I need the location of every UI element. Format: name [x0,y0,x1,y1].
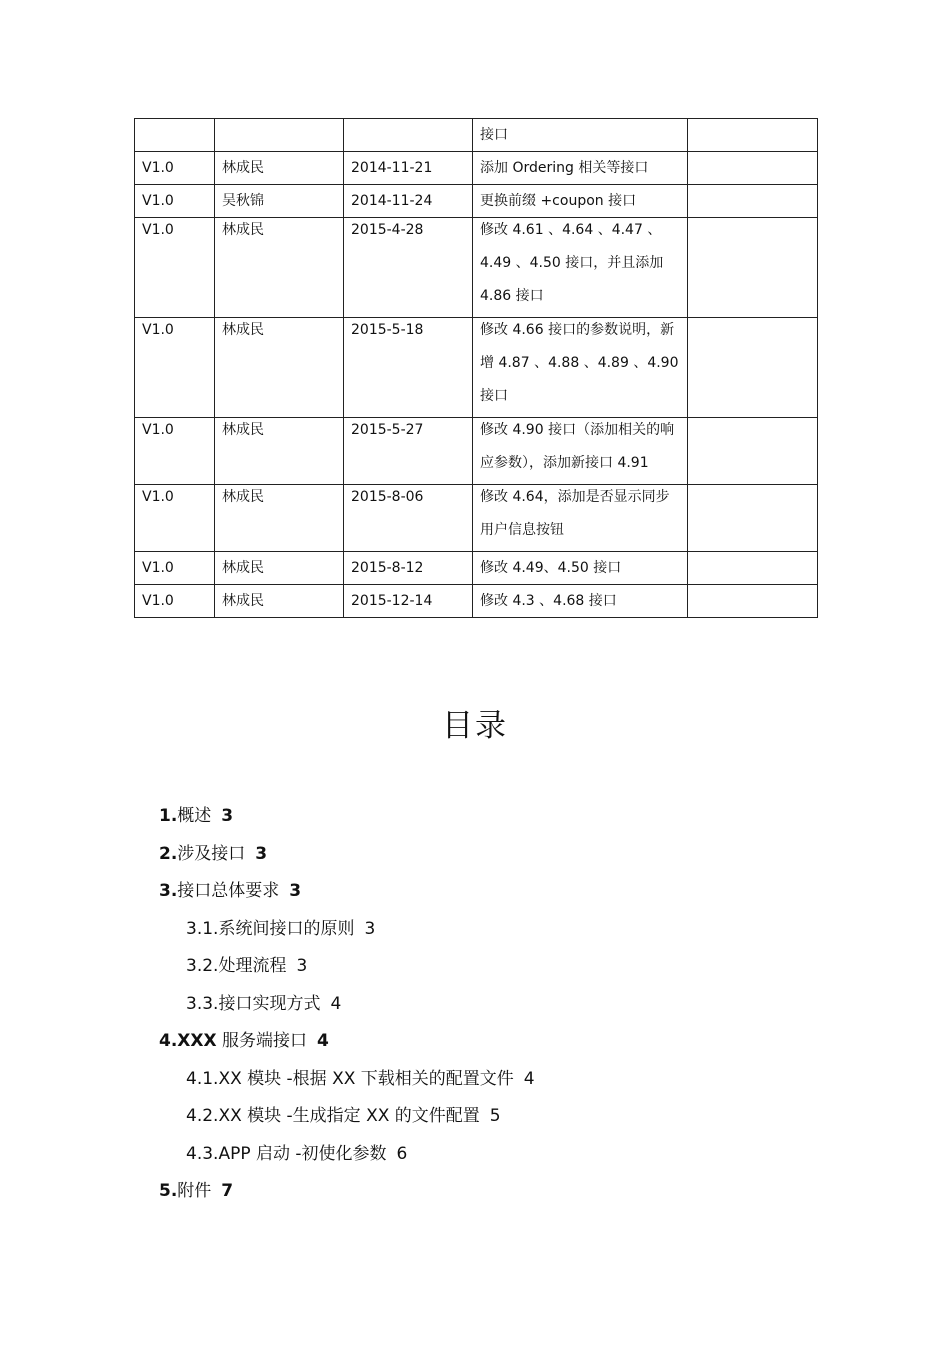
cell-description-text: 添加 Ordering 相关等接口 [480,160,649,176]
cell-version [135,585,215,618]
cell-author [215,152,344,185]
toc-item-page: 4 [330,993,342,1014]
cell-author [215,185,344,218]
toc-item-number: 3.2. [186,956,219,976]
cell-author [215,318,344,418]
toc-item-number: 4.1. [186,1068,219,1089]
cell-version [135,552,215,585]
table-row [135,218,818,318]
table-row [135,152,818,185]
toc-item[interactable] [159,1063,535,1101]
cell-description [473,418,688,485]
cell-date [344,485,473,552]
cell-date [344,152,473,185]
cell-date [344,119,473,152]
toc-item-page: 3 [364,918,376,939]
toc-item-number: 3.1. [186,918,219,939]
toc-item-text: 附件 [177,1181,212,1201]
cell-date [344,185,473,218]
cell-date-text: 2015-8-12 [351,560,424,576]
toc-item-text: XX 模块 -生成指定 XX 的文件配置 [218,1106,480,1126]
toc-item-number: 2. [159,843,178,864]
table-row [135,552,818,585]
cell-version-text: V1.0 [142,193,174,209]
cell-author [215,218,344,318]
cell-version [135,418,215,485]
cell-description-text: 接口 [480,127,508,143]
cell-author-text: 林成民 [222,593,264,609]
toc-item-page: 6 [396,1143,408,1164]
cell-author-text: 林成民 [222,160,264,176]
cell-note [688,552,818,585]
toc-item[interactable] [159,1100,535,1138]
cell-date-text: 2015-8-06 [351,489,424,505]
cell-note [688,185,818,218]
toc-title: 目录 [442,708,508,744]
cell-date-text: 2015-5-27 [351,422,424,438]
toc-item-page: 3 [296,956,308,976]
toc-item[interactable] [159,1175,535,1213]
toc-item-text: 系统间接口的原则 [218,918,355,939]
cell-date-text: 2014-11-21 [351,160,433,176]
cell-author-text: 林成民 [222,222,264,238]
cell-note [688,152,818,185]
cell-author-text: 林成民 [222,322,264,338]
toc-item-text: 服务端接口 [216,1031,308,1051]
cell-date [344,585,473,618]
toc-item-text: XX 模块 -根据 XX 下载相关的配置文件 [218,1068,514,1089]
toc-item-text: 接口实现方式 [218,993,321,1014]
cell-author-text: 林成民 [222,560,264,576]
table-row [135,119,818,152]
cell-description-text: 修改 4.61 、4.64 、4.47 、4.49 、4.50 接口，并且添加 4.86 接口 [480,222,664,304]
cell-version [135,119,215,152]
toc-item-number: 4.3. [186,1143,219,1164]
cell-version-text: V1.0 [142,422,174,438]
toc-item-page: 4 [317,1031,329,1051]
cell-description-text: 修改 4.49、4.50 接口 [480,560,622,576]
cell-date-text: 2015-4-28 [351,222,424,238]
revision-history-table [134,118,818,618]
cell-version-text: V1.0 [142,560,174,576]
cell-description [473,585,688,618]
cell-date [344,318,473,418]
toc-item[interactable] [159,800,535,838]
table-row [135,318,818,418]
cell-description-text: 修改 4.3 、4.68 接口 [480,593,617,609]
cell-date-text: 2015-12-14 [351,593,433,609]
table-row [135,185,818,218]
cell-version-text: V1.0 [142,593,174,609]
cell-description [473,318,688,418]
toc-item[interactable] [159,950,535,988]
cell-version-text: V1.0 [142,322,174,338]
cell-description-text: 更换前缀 +coupon 接口 [480,193,637,209]
cell-date [344,552,473,585]
cell-note [688,318,818,418]
toc-item[interactable] [159,875,535,913]
cell-version [135,485,215,552]
toc-item[interactable] [159,838,535,876]
toc-item-text: 接口总体要求 [177,881,280,901]
cell-description-text: 修改 4.64，添加是否显示同步用户信息按钮 [480,489,670,538]
cell-description [473,552,688,585]
cell-note [688,485,818,552]
table-of-contents [159,800,535,1213]
cell-note [688,218,818,318]
revision-table-body [135,119,818,618]
toc-item[interactable] [159,1025,535,1063]
toc-item-page: 3 [255,843,268,864]
toc-item-text: 概述 [177,806,212,826]
toc-item-number: 1. [159,806,178,826]
cell-date [344,218,473,318]
cell-note [688,418,818,485]
toc-item-number: 4.XXX [159,1031,217,1051]
cell-author-text: 吴秋锦 [222,193,264,209]
cell-version [135,152,215,185]
cell-version [135,218,215,318]
cell-description [473,185,688,218]
cell-version-text: V1.0 [142,489,174,505]
toc-item-text: 处理流程 [218,956,287,976]
cell-author-text: 林成民 [222,422,264,438]
cell-description [473,485,688,552]
cell-version-text: V1.0 [142,160,174,176]
cell-description [473,152,688,185]
cell-author [215,485,344,552]
cell-version [135,318,215,418]
toc-item-page: 5 [489,1106,501,1126]
toc-item[interactable] [159,988,535,1026]
cell-date [344,418,473,485]
table-row [135,585,818,618]
table-row [135,418,818,485]
toc-item[interactable] [159,1138,535,1176]
toc-item-page: 3 [289,881,302,901]
table-row [135,485,818,552]
cell-author-text: 林成民 [222,489,264,505]
cell-description-text: 修改 4.90 接口（添加相关的响应参数），添加新接口 4.91 [480,422,675,471]
toc-item-number: 5. [159,1181,178,1201]
cell-author [215,585,344,618]
toc-item-number: 3.3. [186,993,219,1014]
toc-item-text: 涉及接口 [177,843,246,864]
toc-item-text: APP 启动 -初使化参数 [218,1143,387,1164]
cell-description [473,119,688,152]
cell-date-text: 2014-11-24 [351,193,433,209]
cell-author [215,119,344,152]
cell-version [135,185,215,218]
toc-item-page: 4 [523,1068,535,1089]
cell-note [688,119,818,152]
cell-version-text: V1.0 [142,222,174,238]
toc-item-number: 4.2. [186,1106,219,1126]
toc-item-number: 3. [159,881,178,901]
cell-author [215,552,344,585]
toc-item-page: 3 [221,806,234,826]
cell-note [688,585,818,618]
toc-item[interactable] [159,913,535,951]
cell-description-text: 修改 4.66 接口的参数说明，新增 4.87 、4.88 、4.89 、4.90 接口 [480,322,679,404]
cell-author [215,418,344,485]
cell-description [473,218,688,318]
toc-item-page: 7 [221,1181,234,1201]
cell-date-text: 2015-5-18 [351,322,424,338]
